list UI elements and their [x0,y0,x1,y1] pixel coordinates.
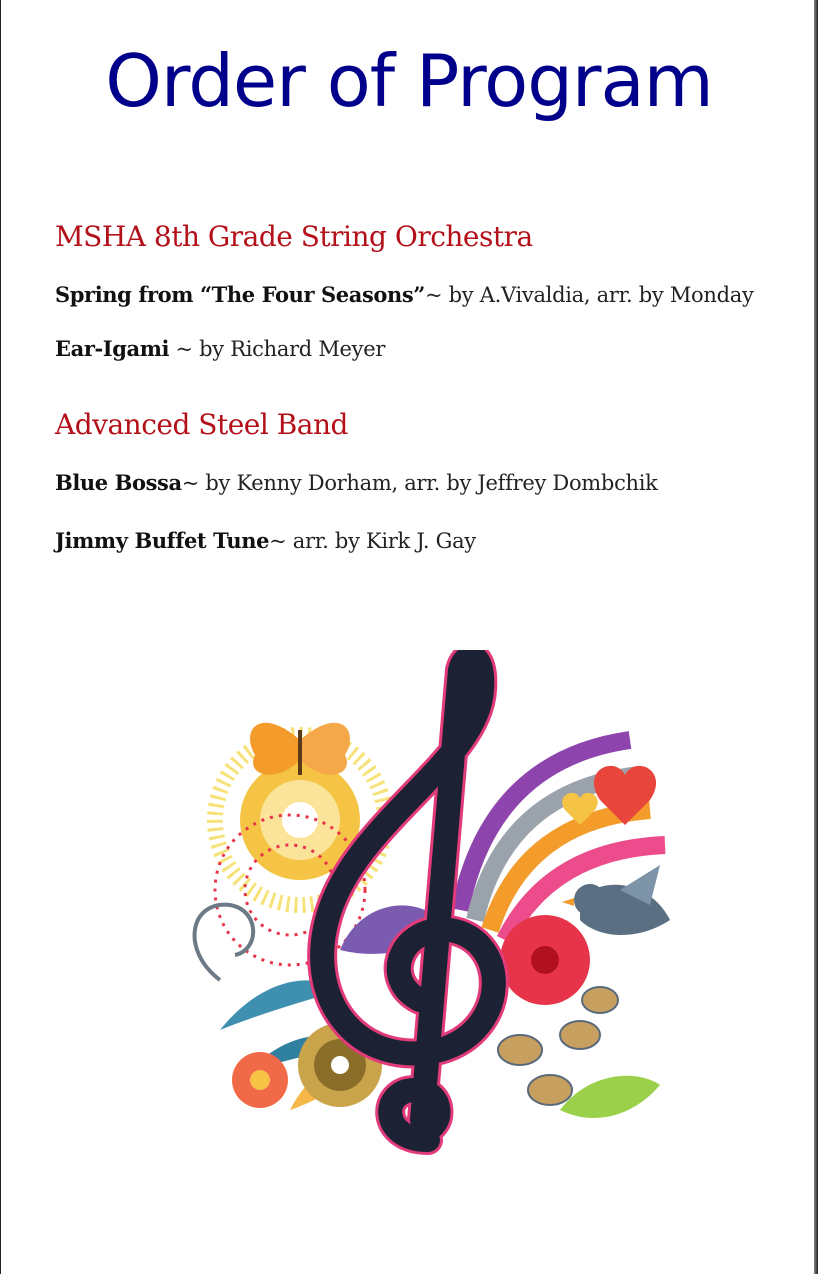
swirl-icon [195,905,254,980]
piece-title: Jimmy Buffet Tune [55,528,270,553]
flower-icon [500,915,590,1005]
page-title: Order of Program [105,39,713,123]
section-heading-orchestra: MSHA 8th Grade String Orchestra [55,220,533,253]
piece-credit: ~ by A.Vivaldia, arr. by Monday [424,283,754,307]
piece-title: Ear-Igami [55,336,170,361]
piece-credit: ~ by Richard Meyer [169,337,386,361]
leaf-icon [560,1076,660,1118]
piece-credit: ~ by Kenny Dorham, arr. by Jeffrey Dombchik [181,471,658,495]
program-entry [55,282,754,307]
piece-credit: ~ arr. by Kirk J. Gay [269,529,476,553]
piece-title: Blue Bossa [55,470,182,495]
piece-title: Spring from “The Four Seasons” [55,282,425,307]
program-entry [55,528,476,553]
program-entry [55,336,385,361]
treble-clef-floral-illustration [160,650,690,1170]
page-border-left [0,0,1,1274]
section-heading-steel-band: Advanced Steel Band [55,408,348,441]
program-entry [55,470,658,495]
page-border-right [814,0,818,1274]
butterfly-icon [250,723,350,775]
flower-icon [232,1052,288,1108]
